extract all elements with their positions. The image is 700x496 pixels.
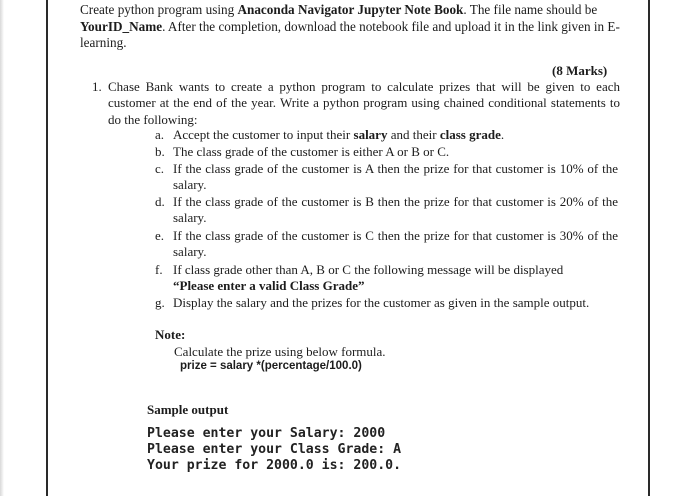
item-text: If the class grade of the customer is B then the prize for that customer is 20% of the salary. [173, 194, 618, 226]
item-text: If the class grade of the customer is A then the prize for that customer is 10% of the salary. [173, 161, 618, 193]
intro-text-3: . After the completion, download the notebook file and upload it in the link given in E-learning. [80, 18, 620, 50]
item-text: If the class grade of the customer is C then the prize for that customer is 30% of the salary. [173, 228, 618, 260]
item-label: d. [155, 194, 165, 209]
intro-text-1: Create python program using [80, 2, 238, 17]
note-text: Calculate the prize using below formula. [174, 344, 386, 359]
intro-bold-tool: Anaconda Navigator Jupyter Note Book [237, 2, 464, 17]
instructions-paragraph [80, 2, 640, 52]
item-label: b. [155, 144, 165, 159]
item-label: g. [155, 295, 165, 310]
item-label: a. [155, 127, 165, 142]
intro-text-2: . The file name should be [463, 2, 598, 17]
item-text: If class grade other than A, B or C the following message will be displayed “Please enter a valid Class Grade” [173, 262, 564, 294]
marks-label: (8 Marks) [552, 63, 608, 78]
item-label: e. [155, 228, 165, 243]
sample-output-line: Your prize for 2000.0 is: 200.0. [147, 458, 402, 473]
prize-formula: prize = salary *(percentage/100.0) [180, 360, 362, 372]
item-text: Accept the customer to input their salary and their class grade. [173, 127, 505, 142]
sample-output-line: Please enter your Salary: 2000 [147, 426, 386, 441]
page-edge-shadow [0, 0, 4, 496]
right-border-line [648, 0, 650, 496]
question-text: Chase Bank wants to create a python program to calculate prizes that will be given to each customer at the end of the year. Write a python program using chained conditional statements to do the following: [108, 79, 620, 127]
item-text: Display the salary and the prizes for the customer as given in the sample output. [173, 295, 590, 310]
item-label: f. [155, 262, 163, 277]
item-text: The class grade of the customer is either A or B or C. [173, 144, 450, 159]
left-border-line [46, 0, 48, 496]
question-number: 1. [92, 79, 102, 94]
intro-bold-filename: YourID_Name [80, 18, 163, 34]
sample-output-line: Please enter your Class Grade: A [147, 442, 402, 457]
item-label: c. [155, 161, 165, 176]
note-heading: Note: [155, 327, 186, 342]
sample-output-heading: Sample output [147, 402, 229, 417]
